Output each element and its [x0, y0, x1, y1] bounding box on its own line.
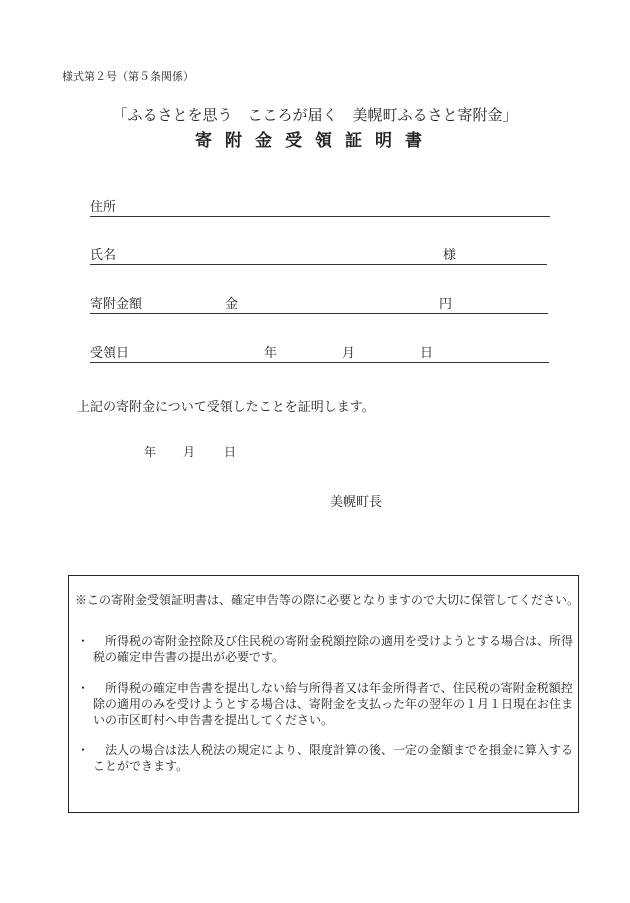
notice-box	[68, 575, 579, 813]
receipt-day: 日	[420, 346, 434, 361]
bullet-mark: ・	[77, 743, 90, 757]
notice-item-text: 所得税の確定申告書を提出しない給与所得者又は年金所得者で、住民税の寄附金税額控除の適用のみを受けようとする場合は、寄附金を支払った年の翌年の１月１日現在お住まいの市区町村へ申告書を提出してください。	[93, 681, 574, 727]
receipt-month: 月	[342, 346, 356, 361]
issue-year: 年	[144, 445, 157, 459]
receipt-year: 年	[264, 346, 278, 361]
amount-prefix: 金	[225, 297, 239, 312]
bullet-mark: ・	[77, 681, 90, 695]
issuer-title: 美幌町長	[330, 495, 383, 510]
notice-item-text: 所得税の寄附金控除及び住民税の寄附金税額控除の適用を受けようとする場合は、所得税の確定申告書の提出が必要です。	[93, 634, 574, 664]
issue-month: 月	[183, 445, 196, 459]
form-number: 様式第２号（第５条関係）	[62, 70, 194, 83]
bullet-mark: ・	[77, 634, 90, 648]
amount-unit: 円	[439, 297, 453, 312]
name-field	[90, 246, 547, 265]
notice-heading: ※この寄附金受領証明書は、確定申告等の際に必要となりますので大切に保管してください。	[75, 593, 580, 607]
name-suffix: 様	[443, 248, 457, 263]
receipt-date-label: 受領日	[90, 346, 130, 361]
notice-item-text: 法人の場合は法人税法の規定により、限度計算の後、一定の金額までを損金に算入することができます。	[93, 743, 574, 773]
receipt-date-field	[90, 344, 549, 363]
document-subtitle: 「ふるさとを思う こころが届く 美幌町ふるさと寄附金」	[112, 106, 518, 124]
certification-statement: 上記の寄附金について受領したことを証明します。	[77, 400, 375, 415]
address-field	[90, 198, 550, 217]
name-label: 氏名	[90, 248, 117, 263]
amount-label: 寄附金額	[90, 297, 143, 312]
address-label: 住所	[90, 200, 117, 215]
document-title: 寄附金受領証明書	[195, 131, 435, 151]
notice-item	[77, 680, 575, 728]
issue-day: 日	[224, 445, 237, 459]
notice-item	[77, 742, 575, 774]
notice-item	[77, 633, 575, 665]
amount-field	[90, 295, 548, 314]
